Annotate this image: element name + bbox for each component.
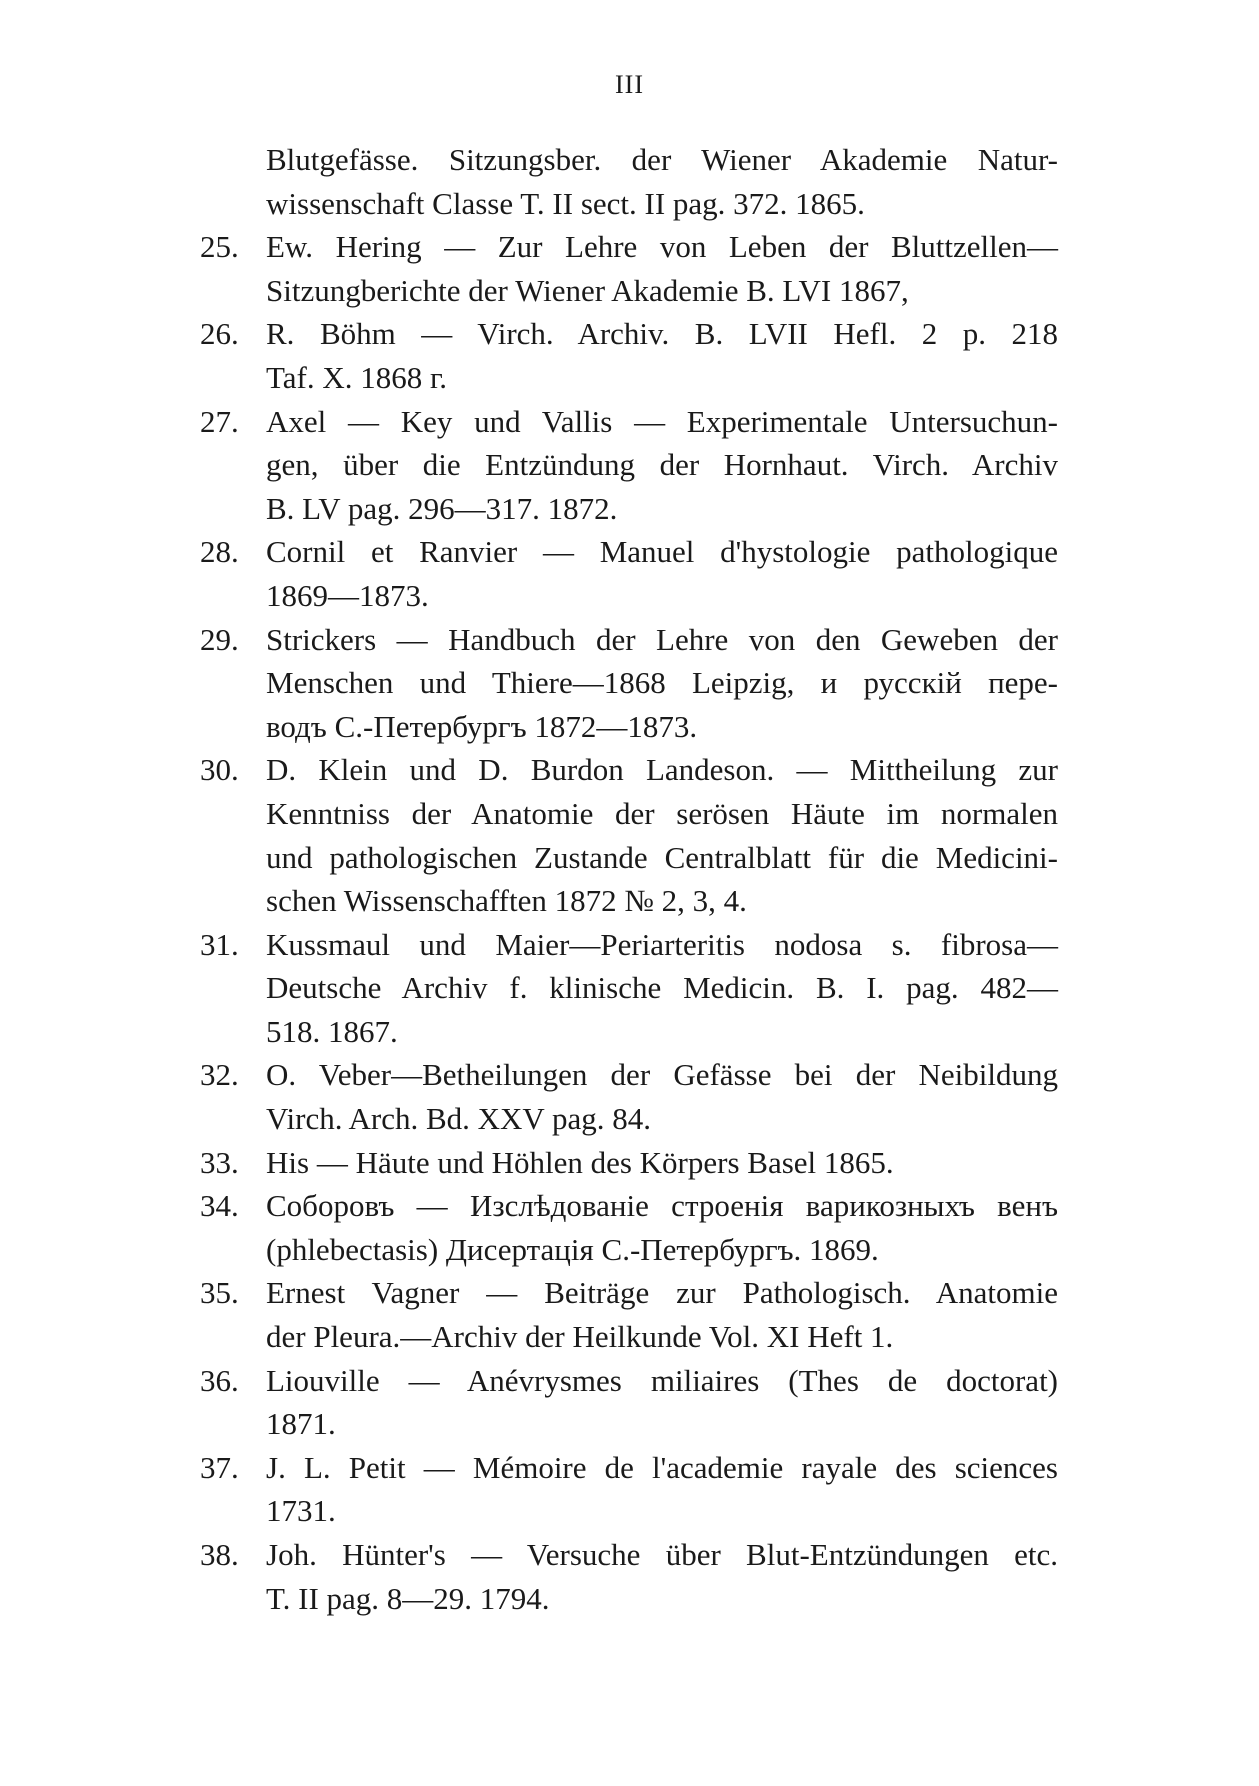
reference-entry bbox=[200, 1053, 1058, 1140]
reference-number: 36. bbox=[200, 1362, 239, 1398]
reference-text bbox=[266, 748, 1058, 922]
reference-number: 26. bbox=[200, 316, 239, 352]
reference-text bbox=[266, 312, 1058, 399]
reference-line: 518. 1867. bbox=[266, 1013, 398, 1049]
reference-entry bbox=[200, 1141, 1058, 1185]
reference-text bbox=[266, 1053, 1058, 1140]
reference-number: 37. bbox=[200, 1449, 239, 1485]
reference-number: 29. bbox=[200, 621, 239, 657]
reference-entry bbox=[200, 400, 1058, 531]
reference-entry bbox=[200, 748, 1058, 922]
reference-text bbox=[266, 1359, 1058, 1446]
reference-line: Sitzungberichte der Wiener Akademie B. LVI 1867, bbox=[266, 272, 909, 308]
reference-list bbox=[200, 138, 1058, 1620]
reference-entry bbox=[200, 618, 1058, 749]
reference-text bbox=[266, 923, 1058, 1054]
reference-number: 38. bbox=[200, 1537, 239, 1572]
reference-line: D. Klein und D. Burdon Landeson. — Mittheilung zur bbox=[266, 752, 1058, 788]
reference-line: Joh. Hünter's — Versuche über Blut-Entzündungen etc. bbox=[266, 1537, 1058, 1572]
reference-entry bbox=[200, 1184, 1058, 1271]
reference-text bbox=[266, 1271, 1058, 1358]
page-number: III bbox=[615, 70, 644, 99]
reference-line: Deutsche Archiv f. klinische Medicin. B. I. pag. 482— bbox=[266, 970, 1058, 1006]
reference-line: Kussmaul und Maier—Periarteritis nodosa s. fibrosa— bbox=[266, 926, 1058, 962]
reference-line: Axel — Key und Vallis — Experimentale Untersuchun- bbox=[266, 403, 1058, 439]
reference-line: Menschen und Thiere—1868 Leipzig, и русскій пере- bbox=[266, 665, 1058, 701]
reference-line: Kenntniss der Anatomie der serösen Häute im normalen bbox=[266, 795, 1058, 831]
reference-line: der Pleura.—Archiv der Heilkunde Vol. XI Heft 1. bbox=[266, 1319, 894, 1355]
reference-line: wissenschaft Classe T. II sect. II pag. 372. 1865. bbox=[266, 185, 865, 221]
reference-number: 28. bbox=[200, 534, 239, 570]
reference-line: водъ С.-Петербургъ 1872—1873. bbox=[266, 708, 698, 744]
reference-line: Ernest Vagner — Beiträge zur Pathologisch. Anatomie bbox=[266, 1275, 1058, 1311]
reference-text bbox=[266, 1184, 1058, 1271]
reference-line: 1869—1873. bbox=[266, 577, 429, 613]
reference-line: Virch. Arch. Bd. XXV pag. 84. bbox=[266, 1101, 652, 1137]
reference-entry bbox=[200, 1359, 1058, 1446]
reference-text bbox=[266, 618, 1058, 749]
reference-text bbox=[266, 1533, 1058, 1620]
reference-text bbox=[266, 225, 1058, 312]
reference-line: O. Veber—Betheilungen der Gefässe bei der Neibildung bbox=[266, 1057, 1058, 1093]
reference-text bbox=[266, 400, 1058, 531]
reference-line: Cornil et Ranvier — Manuel d'hystologie pathologique bbox=[266, 534, 1058, 570]
reference-line: Strickers — Handbuch der Lehre von den Geweben der bbox=[266, 621, 1058, 657]
reference-line: Соборовъ — Изслѣдованіе строенія варикозныхъ венъ bbox=[266, 1188, 1058, 1224]
reference-text bbox=[266, 1446, 1058, 1533]
reference-number: 31. bbox=[200, 926, 239, 962]
reference-line: Taf. X. 1868 г. bbox=[266, 359, 447, 395]
reference-entry bbox=[200, 1533, 1058, 1620]
reference-line: schen Wissenschafften 1872 № 2, 3, 4. bbox=[266, 883, 747, 919]
reference-entry bbox=[200, 923, 1058, 1054]
reference-continuation bbox=[200, 138, 1058, 225]
reference-number: 30. bbox=[200, 752, 239, 788]
reference-line: T. II pag. 8—29. 1794. bbox=[266, 1580, 550, 1616]
reference-line: Blutgefässe. Sitzungsber. der Wiener Akademie Natur- bbox=[266, 142, 1058, 177]
reference-line: J. L. Petit — Mémoire de l'academie rayale des sciences bbox=[266, 1449, 1058, 1485]
reference-line: R. Böhm — Virch. Archiv. B. LVII Hefl. 2 p. 218 bbox=[266, 316, 1058, 352]
reference-line: (phlebectasis) Дисертація С.-Петербургъ. 1869. bbox=[266, 1231, 879, 1267]
reference-entry bbox=[200, 312, 1058, 399]
reference-entry bbox=[200, 1271, 1058, 1358]
reference-line: gen, über die Entzündung der Hornhaut. Virch. Archiv bbox=[266, 447, 1058, 483]
reference-number: 34. bbox=[200, 1188, 239, 1224]
reference-line: His — Häute und Höhlen des Körpers Basel 1865. bbox=[266, 1144, 894, 1180]
reference-number: 27. bbox=[200, 403, 239, 439]
reference-number: 35. bbox=[200, 1275, 239, 1311]
reference-text bbox=[266, 138, 1058, 225]
reference-line: 1731. bbox=[266, 1493, 336, 1529]
reference-text bbox=[266, 530, 1058, 617]
reference-number: 33. bbox=[200, 1144, 239, 1180]
reference-entry bbox=[200, 530, 1058, 617]
reference-number: 32. bbox=[200, 1057, 239, 1093]
reference-entry bbox=[200, 225, 1058, 312]
reference-line: 1871. bbox=[266, 1406, 336, 1442]
reference-number: 25. bbox=[200, 229, 239, 265]
reference-line: Liouville — Anévrysmes miliaires (Thes de doctorat) bbox=[266, 1362, 1058, 1398]
reference-line: B. LV pag. 296—317. 1872. bbox=[266, 490, 618, 526]
reference-entry bbox=[200, 1446, 1058, 1533]
reference-line: und pathologischen Zustande Centralblatt für die Medicini- bbox=[266, 839, 1058, 875]
reference-line: Ew. Hering — Zur Lehre von Leben der Bluttzellen— bbox=[266, 229, 1058, 265]
reference-text bbox=[266, 1141, 1058, 1185]
